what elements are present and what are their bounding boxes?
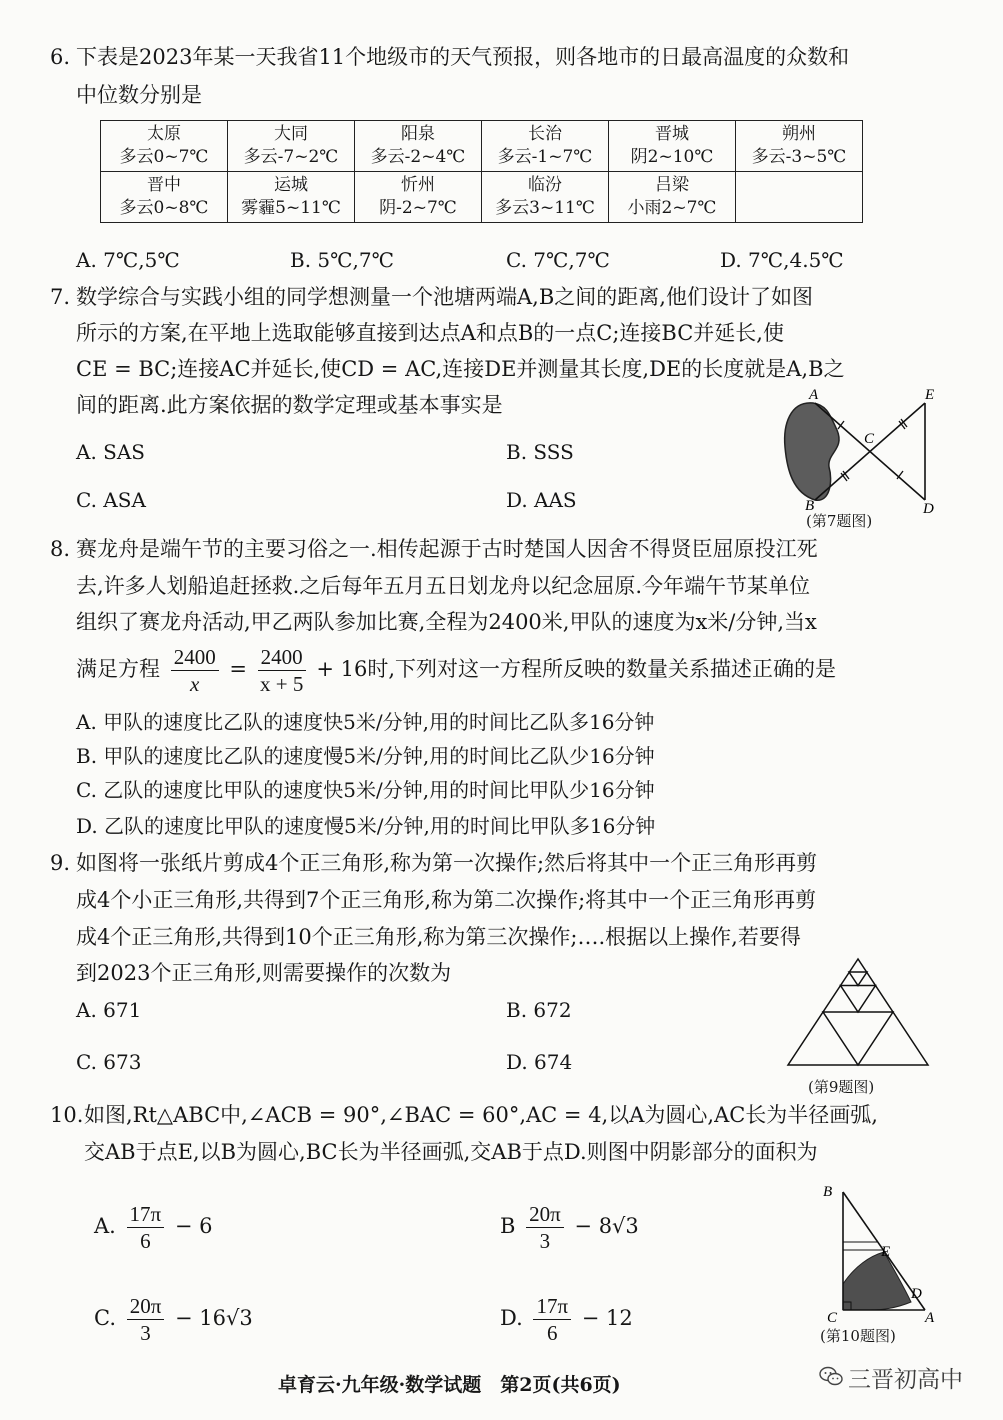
q7-number: 7. <box>50 285 71 309</box>
table-cell: 长治 多云-1~7℃ <box>482 121 609 172</box>
q8-option-c: C. 乙队的速度比甲队的速度快5米/分钟,用的时间比甲队少16分钟 <box>76 778 655 802</box>
label-b: B <box>823 1184 833 1200</box>
q9-option-a: A. 671 <box>76 998 142 1022</box>
q10-option-b: B $\frac{20\pi}{3}$ − 8√3 <box>500 1202 639 1253</box>
q8-line3: 组织了赛龙舟活动,甲乙两队参加比赛,全程为2400米,甲队的速度为x米/分钟,当x <box>76 610 817 634</box>
q10-figure <box>815 1180 940 1325</box>
q6-option-d: D. 7℃,4.5℃ <box>720 248 844 272</box>
table-row <box>101 172 863 223</box>
q8-line2: 去,许多人划船追赶拯救.之后每年五月五日划龙舟以纪念屈原.今年端午节某单位 <box>76 574 811 598</box>
q8-fraction-2: $\frac{2400}{x + 5}$ <box>258 644 306 697</box>
table-cell: 晋中 多云0~8℃ <box>101 172 228 223</box>
label-e: E <box>925 387 935 403</box>
watermark: 三晋初高中 <box>848 1367 963 1393</box>
table-cell: 临汾 多云3~11℃ <box>482 172 609 223</box>
q8-eq-tail: + 16时,下列对这一方程所反映的数量关系描述正确的是 <box>316 657 837 681</box>
q10-caption: (第10题图) <box>820 1327 896 1345</box>
q7-option-b: B. SSS <box>506 440 574 464</box>
table-cell: 阳泉 多云-2~4℃ <box>355 121 482 172</box>
q7-line1: 数学综合与实践小组的同学想测量一个池塘两端A,B之间的距离,他们设计了如图 <box>76 285 813 309</box>
q8-eq-prefix: 满足方程 <box>76 657 160 681</box>
q7-figure <box>775 385 955 530</box>
q8-option-d: D. 乙队的速度比甲队的速度慢5米/分钟,用的时间比甲队多16分钟 <box>76 814 656 838</box>
q9-number: 9. <box>50 851 71 875</box>
q9-line4: 到2023个正三角形,则需要操作的次数为 <box>76 961 452 985</box>
q7-option-d: D. AAS <box>506 488 577 512</box>
q8-option-b: B. 甲队的速度比乙队的速度慢5米/分钟,用的时间比乙队少16分钟 <box>76 744 655 768</box>
q10-option-c: C. $\frac{20\pi}{3}$ − 16√3 <box>94 1294 253 1345</box>
label-a: A <box>925 1310 935 1325</box>
weather-table <box>100 120 863 223</box>
q10-option-d: D. $\frac{17\pi}{6}$ − 12 <box>500 1294 633 1345</box>
shaded-region <box>843 1252 911 1310</box>
q7-line3: CE = BC;连接AC并延长,使CD = AC,连接DE并测量其长度,DE的长度就是A,B之 <box>76 357 845 381</box>
table-cell: 大同 多云-7~2℃ <box>228 121 355 172</box>
q6-option-c: C. 7℃,7℃ <box>506 248 610 272</box>
table-cell: 吕梁 小雨2~7℃ <box>609 172 736 223</box>
q9-figure <box>785 955 940 1070</box>
q9-option-c: C. 673 <box>76 1050 142 1074</box>
table-cell: 朔州 多云-3~5℃ <box>736 121 863 172</box>
q7-option-c: C. ASA <box>76 488 146 512</box>
q9-line2: 成4个小正三角形,共得到7个正三角形,称为第二次操作;将其中一个正三角形再剪 <box>76 888 817 912</box>
q6-line2: 中位数分别是 <box>76 83 202 107</box>
triangle-middle <box>823 1012 893 1065</box>
q8-option-a: A. 甲队的速度比乙队的速度快5米/分钟,用的时间比乙队多16分钟 <box>76 710 655 734</box>
label-c: C <box>827 1310 838 1325</box>
label-b: B <box>805 498 815 514</box>
table-cell-empty <box>736 172 863 223</box>
table-cell: 太原 多云0~7℃ <box>101 121 228 172</box>
q7-line4: 间的距离.此方案依据的数学定理或基本事实是 <box>76 393 503 417</box>
table-cell: 运城 雾霾5~11℃ <box>228 172 355 223</box>
q9-option-d: D. 674 <box>506 1050 573 1074</box>
q6-line1: 下表是2023年某一天我省11个地级市的天气预报，则各地市的日最高温度的众数和 <box>76 45 850 69</box>
q10-line2: 交AB于点E,以B为圆心,BC长为半径画弧,交AB于点D.则图中阴影部分的面积为 <box>84 1140 818 1164</box>
q8-eq-equals: = <box>229 657 247 681</box>
q6-number: 6. <box>50 45 71 69</box>
table-cell: 晋城 阴2~10℃ <box>609 121 736 172</box>
q8-fraction-1: $\frac{2400}{x}$ <box>171 644 219 697</box>
q8-number: 8. <box>50 537 71 561</box>
q7-caption: (第7题图) <box>806 512 873 530</box>
q9-option-b: B. 672 <box>506 998 572 1022</box>
label-c: C <box>864 431 875 447</box>
q7-option-a: A. SAS <box>76 440 146 464</box>
q8-line1: 赛龙舟是端午节的主要习俗之一.相传起源于古时楚国人因舍不得贤臣屈原投江死 <box>76 537 818 561</box>
label-d: D <box>911 1286 922 1302</box>
q9-caption: (第9题图) <box>808 1078 875 1096</box>
triangle-small <box>841 986 876 1013</box>
page-footer: 卓育云·九年级·数学试题 第2页(共6页) <box>278 1374 621 1396</box>
wechat-icon <box>818 1363 844 1389</box>
label-a: A <box>809 387 819 403</box>
q8-equation-line <box>76 640 836 698</box>
q9-line3: 成4个正三角形,共得到10个正三角形,称为第三次操作;….根据以上操作,若要得 <box>76 925 801 949</box>
q6-option-b: B. 5℃,7℃ <box>290 248 394 272</box>
q10-number: 10. <box>50 1103 84 1127</box>
q10-option-a: A. $\frac{17\pi}{6}$ − 6 <box>94 1202 213 1253</box>
q10-line1: 如图,Rt△ABC中,∠ACB = 90°,∠BAC = 60°,AC = 4,以A为圆心,AC长为半径画弧, <box>84 1103 878 1127</box>
q9-line1: 如图将一张纸片剪成4个正三角形,称为第一次操作;然后将其中一个正三角形再剪 <box>76 851 818 875</box>
label-e: E <box>881 1244 891 1260</box>
table-cell: 忻州 阴-2~7℃ <box>355 172 482 223</box>
table-row <box>101 121 863 172</box>
q7-line2: 所示的方案,在平地上选取能够直接到达点A和点B的一点C;连接BC并延长,使 <box>76 321 784 345</box>
triangle-smallest <box>849 972 867 986</box>
label-d: D <box>923 501 934 517</box>
q6-option-a: A. 7℃,5℃ <box>76 248 180 272</box>
